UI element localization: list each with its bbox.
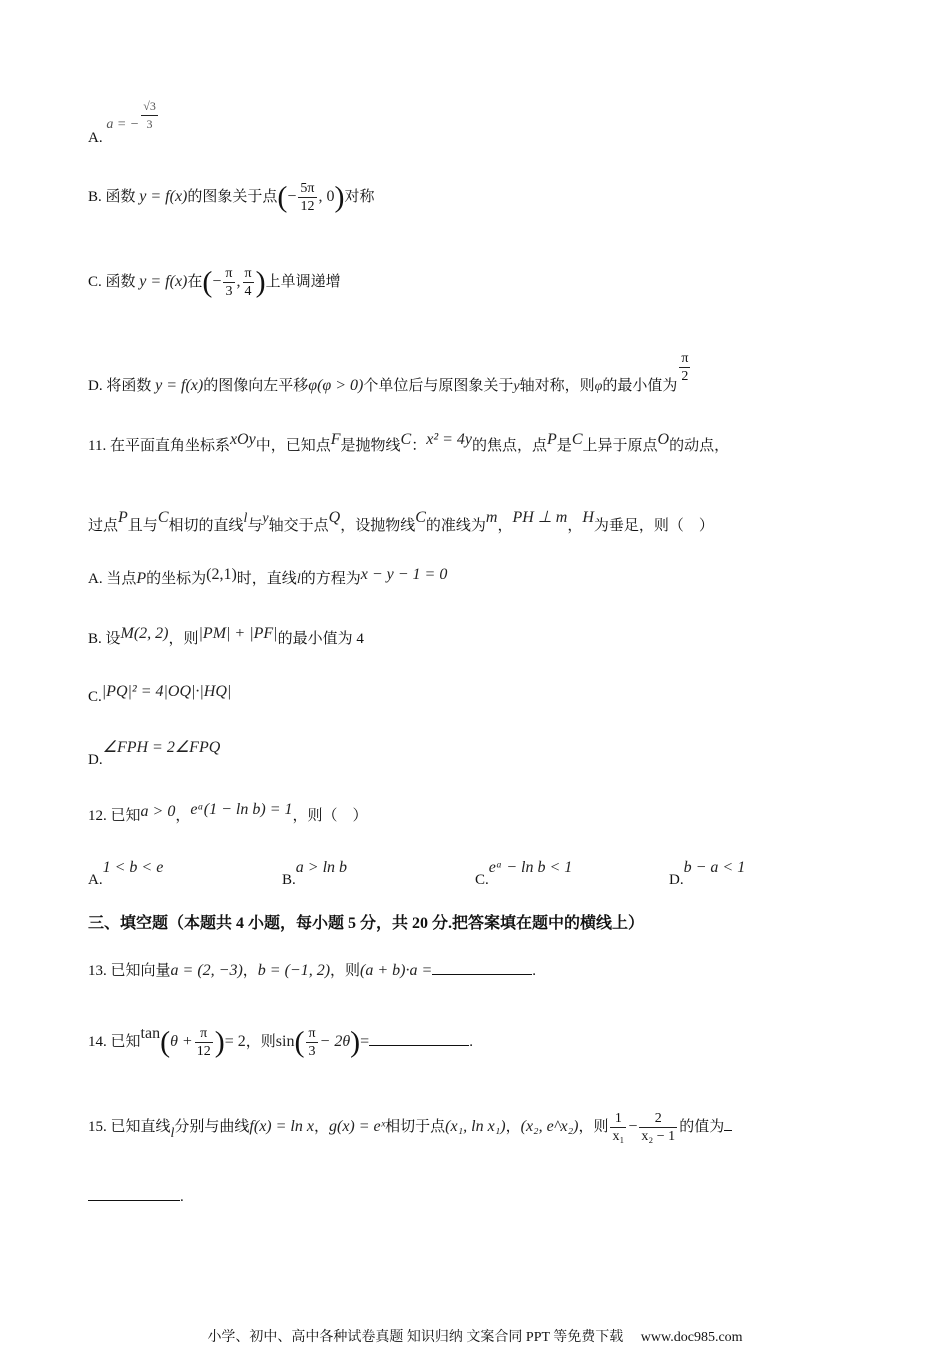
option-label: A. [88, 130, 103, 146]
fraction: $\frac{2}{\text{x₂ − 1}}$ [641, 1111, 676, 1144]
q11-stem-line1: 11. 在平面直角坐标系xOy中，已知点F是抛物线C：x² = 4y的焦点，点P是C上异于原点O的动点， [88, 431, 730, 454]
q10-option-b: B. 函数 y = f(x)的图象关于点(− $\frac{5\pi}{12}$ , 0)对称 [88, 180, 375, 214]
fraction: $\frac{√3}{3}$ [143, 99, 156, 131]
q12-option-a: A.1 < b < e [88, 859, 164, 888]
q15-blank-line: . [88, 1186, 184, 1207]
q10-option-d: D. 将函数 y = f(x)的图像向左平移φ(φ > 0)个单位后与原图象关于y轴对称，则φ的最小值为 $\frac{\pi}{2}$ [88, 351, 689, 394]
q11-stem-line2: 过点P且与C相切的直线l与y轴交于点Q，设抛物线C的准线为m，PH ⊥ m，H为垂足，则（ ） [88, 509, 714, 534]
answer-blank[interactable] [88, 1186, 180, 1201]
math-expr: a = − [106, 117, 140, 132]
q11-option-c: C.|PQ|² = 4|OQ|·|HQ| [88, 683, 232, 705]
fraction: $\frac{5\pi}{12}$ [300, 181, 315, 214]
q12-option-c: C.eᵃ − ln b < 1 [475, 859, 573, 888]
math-expr: y = f(x) [139, 272, 188, 290]
q11-option-b: B. 设M(2, 2)，则|PM| + |PF|的最小值为 4 [88, 625, 364, 647]
fraction: $\frac{\pi}{3}$ [225, 266, 233, 299]
fraction: $\frac{\pi}{12}$ [196, 1026, 211, 1060]
q14: 14. 已知tan(θ + $\frac{\pi}{12}$ )= 2，则sin( $\frac{\pi}{3}$ − 2θ)= . [88, 1025, 473, 1060]
q11-option-d: D.∠FPH = 2∠FPQ [88, 739, 221, 768]
fraction: $\frac{\pi}{4}$ [244, 266, 252, 299]
fraction: $\frac{\pi}{3}$ [308, 1026, 316, 1060]
q11-option-a: A. 当点P的坐标为(2,1)时，直线l的方程为x − y − 1 = 0 [88, 566, 448, 587]
fraction: $\frac{\pi}{2}$ [681, 351, 689, 384]
q15: 15. 已知直线l分别与曲线f(x) = ln x，g(x) = eˣ相切于点(x₁, ln x₁)，(x₂, e^x₂)，则 $\frac{1}{\text{x₁}}$ − $\frac{2}{\text{x₂ − 1}}$ 的值为 [88, 1110, 732, 1145]
answer-blank[interactable] [432, 960, 532, 975]
fraction: $\frac{1}{\text{x₁}}$ [612, 1111, 625, 1144]
q12-option-b: B.a > ln b [282, 859, 348, 888]
math-expr: y = f(x) [155, 377, 204, 394]
q13: 13. 已知向量a = (2, −3)，b = (−1, 2)，则(a + b)·a = . [88, 962, 537, 979]
math-expr: y = f(x) [139, 187, 188, 205]
q12-option-d: D.b − a < 1 [669, 859, 746, 888]
section-title: 三、填空题（本题共 4 小题，每小题 5 分，共 20 分.把答案填在题中的横线上） [88, 915, 645, 932]
answer-blank[interactable] [369, 1031, 469, 1046]
math-expr: φ(φ > 0) [308, 377, 364, 394]
q10-option-a [88, 98, 160, 148]
q12-stem: 12. 已知a > 0，eᵃ(1 − ln b) = 1，则（ ） [88, 801, 368, 824]
footer: 小学、初中、高中各种试卷真题 知识归纳 文案合同 PPT 等免费下载 www.doc985.com [207, 1330, 743, 1345]
q10-option-c: C. 函数 y = f(x)在(− $\frac{\pi}{3}$ , $\frac{\pi}{4}$ )上单调递增 [88, 265, 341, 299]
